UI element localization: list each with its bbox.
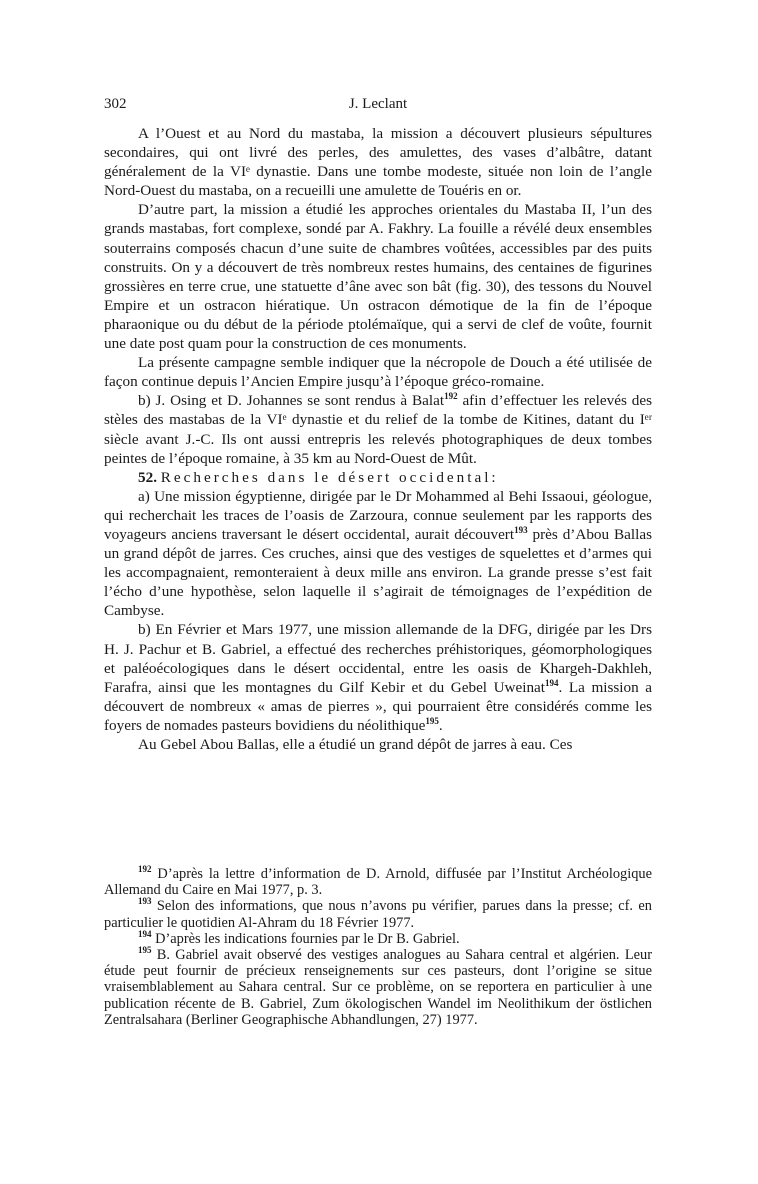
paragraph-6	[104, 620, 652, 735]
page-number: 302	[104, 96, 127, 112]
footnote-text: D’après la lettre d’information de D. Arnold, diffusée par l’Institut Archéologique Allemand du Caire en Mai 1977, p. 3.	[104, 866, 652, 899]
footnote-text: B. Gabriel avait observé des vestiges analogues au Sahara central et algérien. Leur étude peut fournir de précieux renseignements sur ces pasteurs, dont l’origine se situe vraisemblablement au Sahara central. Sur ce problème, on se reportera en particulier à une publication récente de B. Gabriel, Zum ökologischen Wandel im Neolithikum der östlichen Zentralsahara (Berliner Geographische Abhandlungen, 27) 1977.	[104, 947, 652, 1028]
footnote-ref-195: 195	[425, 715, 439, 726]
section-title: Recherches dans le désert occidental:	[160, 468, 499, 486]
paragraph-1: A l’Ouest et au Nord du mastaba, la mission a découvert plusieurs sépultures secondaires, qui ont livré des perles, des amulettes, des vases d’albâtre, datant généralement de la VIᵉ dynastie. Dans une tombe modeste, située non loin de l’angle Nord-Ouest du mastaba, on a recueilli une amulette de Touéris en or.	[104, 125, 652, 200]
footnote-number: 193	[138, 896, 152, 907]
paragraph-4	[104, 391, 652, 467]
footnote-text: Selon des informations, que nous n’avons pu vérifier, parues dans la presse; cf. en particulier le quotidien Al-Ahram du 18 Février 1977.	[104, 898, 652, 931]
paragraph-4-text-cont: afin d’effectuer les relevés des stèles des mastabas de la VIᵉ dynastie et du relief de la tombe de Kitines, datant du Iᵉʳ siècle avant J.-C. Ils ont aussi entrepris les relevés photographiques de deux tombes peintes de l’époque romaine, à 35 km au Nord-Ouest de Mût.	[104, 392, 652, 467]
paragraph-3: La présente campagne semble indiquer que la nécropole de Douch a été utilisée de façon continue depuis l’Ancien Empire jusqu’à l’époque gréco-romaine.	[104, 354, 652, 391]
section-heading	[104, 468, 652, 487]
paragraph-4-text: b) J. Osing et D. Johannes se sont rendus à Balat	[138, 392, 445, 410]
footnote-number: 194	[138, 929, 152, 940]
paragraph-2: D’autre part, la mission a étudié les approches orientales du Mastaba II, l’un des grands mastabas, fort complexe, sondé par A. Fakhry. La fouille a révélé deux ensembles souterrains composés chacun d’une suite de chambres voûtées, accessibles par des puits construits. On y a découvert de très nombreux restes humains, des centaines de figurines grossières en terre crue, une statuette d’âne avec son bât (fig. 30), des tessons du Nouvel Empire et un ostracon hiératique. Un ostracon démotique de la fin de l’époque pharaonique ou du début de la période ptolémaïque, qui a servi de clef de voûte, fournit une date post quam pour la construction de ces monuments.	[104, 201, 652, 353]
footnote-number: 192	[138, 864, 152, 875]
paragraph-6-text-end: .	[438, 716, 443, 734]
paragraph-6-text: b) En Février et Mars 1977, une mission allemande de la DFG, dirigée par les Drs H. J. Pachur et B. Gabriel, a effectué des recherches préhistoriques, géomorphologiques et paléoécologiques dans le désert occidental, entre les oasis de Khargeh-Dakhleh, Farafra, ainsi que les montagnes du Gilf Kebir et du Gebel Uweinat	[104, 621, 652, 696]
footnote-193	[104, 898, 652, 930]
running-head: J. Leclant	[348, 96, 408, 112]
main-text	[104, 124, 652, 754]
footnote-195	[104, 947, 652, 1028]
footnote-192	[104, 866, 652, 898]
paragraph-5-text: a) Une mission égyptienne, dirigée par le Dr Mohammed al Behi Issaoui, géologue, qui recherchait les traces de l’oasis de Zarzoura, connue seulement par les rapports des voyageurs anciens traversant le désert occidental, aurait découvert	[104, 487, 652, 543]
paragraph-7: Au Gebel Abou Ballas, elle a étudié un grand dépôt de jarres à eau. Ces	[138, 736, 573, 753]
paragraph-5-text-cont: près d’Abou Ballas un grand dépôt de jarres. Ces cruches, ainsi que des vestiges de squelettes et d’armes qui les accompagnaient, remonteraient à deux mille ans environ. La grande presse s’est fait l’écho d’une hypothèse, selon laquelle il s’agirait de témoignages de l’expédition de Cambyse.	[104, 525, 652, 620]
footnote-ref-194: 194	[545, 677, 559, 688]
footnotes	[104, 866, 652, 1028]
footnote-ref-192: 192	[444, 391, 458, 402]
paragraph-5	[104, 487, 652, 621]
section-number: 52.	[138, 468, 157, 486]
footnote-text: D’après les indications fournies par le Dr B. Gabriel.	[151, 930, 460, 947]
paragraph-6-text-mid: . La mission a découvert de nombreux « amas de pierres », qui pourraient être considérés comme les foyers de nomades pasteurs bovidiens du néolithique	[104, 678, 652, 734]
page-header	[104, 96, 652, 116]
footnote-number: 195	[138, 945, 152, 956]
footnote-ref-193: 193	[514, 524, 528, 535]
footnote-194	[104, 931, 652, 947]
